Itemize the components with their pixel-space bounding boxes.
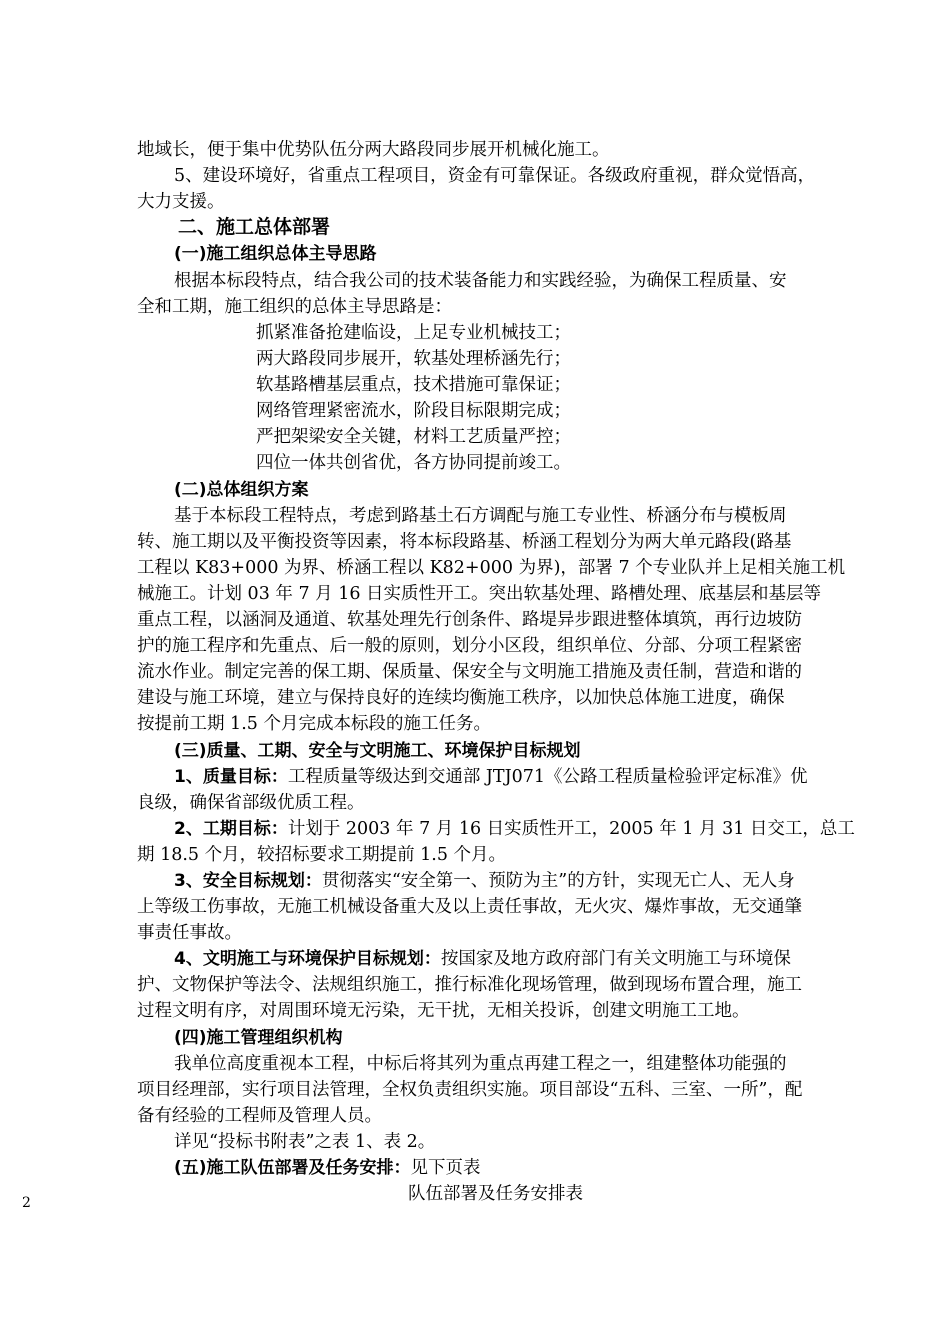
text-line: 我单位高度重视本工程，中标后将其列为重点再建工程之一，组建整体功能强的 [174, 1054, 787, 1074]
text-line: 根据本标段特点，结合我公司的技术装备能力和实践经验，为确保工程质量、安 [174, 271, 787, 291]
text-line: 建设与施工环境，建立与保持良好的连续均衡施工秩序，以加快总体施工进度，确保 [137, 688, 785, 708]
item-text: 计划于 2003 年 7 月 16 日实质性开工，2005 年 1 月 31 日交工，总工 [287, 819, 855, 839]
verse-line: 抓紧准备抢建临设，上足专业机械技工； [256, 323, 571, 343]
item-key: 2、工期目标： [174, 819, 288, 839]
item-text: 见下页表 [410, 1158, 481, 1178]
text-line: 备有经验的工程师及管理人员。 [137, 1106, 382, 1126]
text-line: 过程文明有序，对周围环境无污染，无干扰，无相关投诉，创建文明施工工地。 [137, 1001, 750, 1021]
text-line: 地域长，便于集中优势队伍分两大路段同步展开机械化施工。 [137, 140, 610, 160]
text-line: 详见“投标书附表”之表 1、表 2。 [174, 1132, 436, 1152]
text-line: 期 18.5 个月，较招标要求工期提前 1.5 个月。 [137, 845, 507, 865]
verse-line: 严把架梁安全关键，材料工艺质量严控； [256, 427, 571, 447]
section-heading: 二、施工总体部署 [178, 216, 331, 238]
item-text: 按国家及地方政府部门有关文明施工与环境保 [440, 949, 791, 969]
text-line: 事责任事故。 [137, 923, 242, 943]
subsection-heading: (二)总体组织方案 [174, 480, 309, 500]
table-caption: 队伍部署及任务安排表 [408, 1184, 583, 1204]
item-text: 贯彻落实“安全第一、预防为主”的方针，实现无亡人、无人身 [321, 871, 795, 891]
item-key: 4、文明施工与环境保护目标规划： [174, 949, 441, 969]
text-line: 5、建设环境好，省重点工程项目，资金有可靠保证。各级政府重视，群众觉悟高， [174, 166, 816, 186]
item-key: 3、安全目标规划： [174, 871, 322, 891]
item-key: 1、质量目标： [174, 767, 288, 787]
text-line [174, 816, 855, 842]
subsection-heading: (四)施工管理组织机构 [174, 1028, 343, 1048]
page-number: 2 [22, 1195, 31, 1211]
text-line: 转、施工期以及平衡投资等因素，将本标段路基、桥涵工程划分为两大单元路段(路基 [137, 532, 792, 552]
text-line: 流水作业。制定完善的保工期、保质量、保安全与文明施工措施及责任制，营造和谐的 [137, 662, 802, 682]
text-line: 按提前工期 1.5 个月完成本标段的施工任务。 [137, 714, 491, 734]
text-line: 基于本标段工程特点，考虑到路基土石方调配与施工专业性、桥涵分布与模板周 [174, 506, 787, 526]
subsection-heading: (三)质量、工期、安全与文明施工、环境保护目标规划 [174, 741, 581, 761]
text-line: 护的施工程序和先重点、后一般的原则，划分小区段，组织单位、分部、分项工程紧密 [137, 636, 802, 656]
text-line: 护、文物保护等法令、法规组织施工，推行标准化现场管理，做到现场布置合理，施工 [137, 975, 802, 995]
text-line: 良级，确保省部级优质工程。 [137, 793, 365, 813]
subsection-heading: (一)施工组织总体主导思路 [174, 244, 377, 264]
text-line: 工程以 K83+000 为界、桥涵工程以 K82+000 为界)，部署 7 个专业队并上足相关施工机 [137, 558, 846, 578]
verse-line: 两大路段同步展开，软基处理桥涵先行； [256, 349, 571, 369]
text-line: 项目经理部，实行项目法管理，全权负责组织实施。项目部设“五科、三室、一所”，配 [137, 1080, 803, 1100]
text-line: 械施工。计划 03 年 7 月 16 日实质性开工。突出软基处理、路槽处理、底基层和基层等 [137, 584, 822, 604]
text-line [174, 946, 791, 972]
text-line: 重点工程，以涵洞及通道、软基处理先行创条件、路堤异步跟进整体填筑，再行边坡防 [137, 610, 802, 630]
subsection-heading: (五)施工队伍部署及任务安排： [174, 1158, 411, 1178]
verse-line: 网络管理紧密流水，阶段目标限期完成； [256, 401, 571, 421]
text-line: 上等级工伤事故，无施工机械设备重大及以上责任事故，无火灾、爆炸事故，无交通肇 [137, 897, 802, 917]
text-line [174, 1155, 481, 1181]
verse-line: 四位一体共创省优，各方协同提前竣工。 [256, 453, 571, 473]
text-line: 全和工期，施工组织的总体主导思路是： [137, 297, 452, 317]
text-line [174, 764, 808, 790]
text-line [174, 868, 795, 894]
text-line: 大力支援。 [137, 192, 225, 212]
verse-line: 软基路槽基层重点，技术措施可靠保证； [256, 375, 571, 395]
item-text: 工程质量等级达到交通部 JTJ071《公路工程质量检验评定标准》优 [287, 767, 808, 787]
